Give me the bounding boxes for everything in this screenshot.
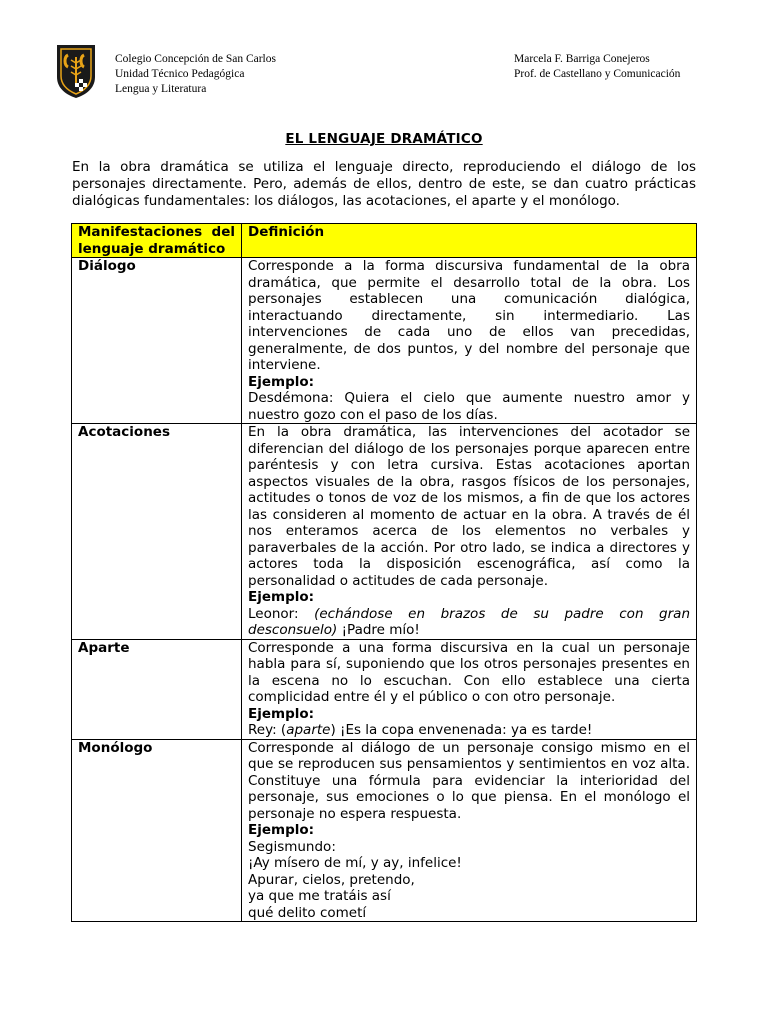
example-text: Rey: (aparte) ¡Es la copa envenenada: ya es tarde!: [248, 722, 593, 738]
dramatic-language-table: [71, 223, 697, 922]
example-stage-direction: (echándose en brazos de su padre con gran desconsuelo): [248, 605, 690, 638]
example-text: [248, 606, 690, 639]
school-unit: Unidad Técnico Pedagógica: [115, 68, 245, 80]
example-text: Desdémona: Quiera el cielo que aumente nuestro amor y nuestro gozo con el paso de los días.: [248, 390, 690, 423]
table-row: [72, 424, 697, 640]
page-title: EL LENGUAJE DRAMÁTICO: [285, 131, 483, 147]
table-row: [72, 739, 697, 922]
header-school-info: [115, 52, 276, 97]
table-row: [72, 258, 697, 424]
header-cell-manifestations: Manifestaciones del lenguaje dramático: [72, 224, 242, 258]
definition-text: En la obra dramática, las intervenciones del acotador se diferencian del diálogo de los personajes porque aparecen entre paréntesis y con letra cursiva. Estas acotaciones aportan aspectos visuales de la obra, rasgos físicos de los personajes, actitudes o tonos de voz de los mismos, a fin de que los actores las consideren al momento de actuar en la obra. A través de él nos enteramos acerca de los elementos no verbales y paraverbales de la acción. Por otro lado, se indica a directores y actores toda la disposición escenográfica, así como la personalidad o actitudes de cada personaje.: [248, 424, 690, 589]
example-verse-line: ¡Ay mísero de mí, y ay, infelice!: [248, 855, 462, 871]
definition-monologo: [242, 739, 697, 922]
example-speech: ¡Padre mío!: [341, 622, 420, 638]
example-label: Ejemplo:: [248, 822, 315, 838]
example-verse-line: Segismundo:: [248, 838, 336, 855]
school-crest-icon: [55, 43, 97, 99]
term-dialogo: Diálogo: [72, 258, 242, 424]
definition-acotaciones: [242, 424, 697, 640]
example-stage-direction: aparte: [286, 722, 331, 738]
intro-paragraph: En la obra dramática se utiliza el lenguaje directo, reproduciendo el diálogo de los personajes directamente. Pero, además de ellos, dentro de este, se dan cuatro prácticas dialógicas fundamentales: los diálogos, las acotaciones, el aparte y el monólogo.: [72, 159, 696, 209]
table-header-row: [72, 224, 697, 258]
teacher-title: Prof. de Castellano y Comunicación: [514, 68, 681, 80]
example-verse-line: ya que me tratáis así: [248, 888, 391, 904]
example-verse-line: Apurar, cielos, pretendo,: [248, 871, 415, 888]
example-label: Ejemplo:: [248, 373, 315, 390]
definition-dialogo: [242, 258, 697, 424]
definition-text: Corresponde al diálogo de un personaje consigo mismo en el que se reproducen sus pensamientos y sentimientos en voz alta. Constituye una fórmula para evidenciar la interioridad del personaje, sus emociones o lo que piensa. En el monólogo el personaje no espera respuesta.: [248, 739, 690, 822]
header-teacher-info: [514, 52, 680, 82]
example-verse-line: qué delito cometí: [248, 904, 367, 921]
table-row: [72, 639, 697, 739]
example-speaker: Leonor:: [248, 605, 299, 622]
definition-text: Corresponde a la forma discursiva fundamental de la obra dramática, que permite el desarrollo total de la obra. Los personajes establecen una comunicación dialógica, interactuando directamente, sin intermediario. Las intervenciones de cada uno de ellos van precedidas, generalmente, de dos puntos, y del nombre del personaje que interviene.: [248, 258, 690, 373]
term-acotaciones: Acotaciones: [72, 424, 242, 640]
definition-aparte: [242, 639, 697, 739]
example-label: Ejemplo:: [248, 589, 315, 605]
school-name: Colegio Concepción de San Carlos: [115, 53, 276, 65]
teacher-name: Marcela F. Barriga Conejeros: [514, 53, 650, 65]
term-monologo: Monólogo: [72, 739, 242, 922]
example-label: Ejemplo:: [248, 705, 315, 722]
term-aparte: Aparte: [72, 639, 242, 739]
definition-text: Corresponde a una forma discursiva en la cual un personaje habla para sí, suponiendo que los otros personajes presentes en la escena no lo escuchan. Con ello establece una cierta complicidad entre él y el público o con otro personaje.: [248, 639, 690, 705]
school-subject: Lengua y Literatura: [115, 83, 207, 95]
header-cell-definition: Definición: [242, 224, 697, 258]
